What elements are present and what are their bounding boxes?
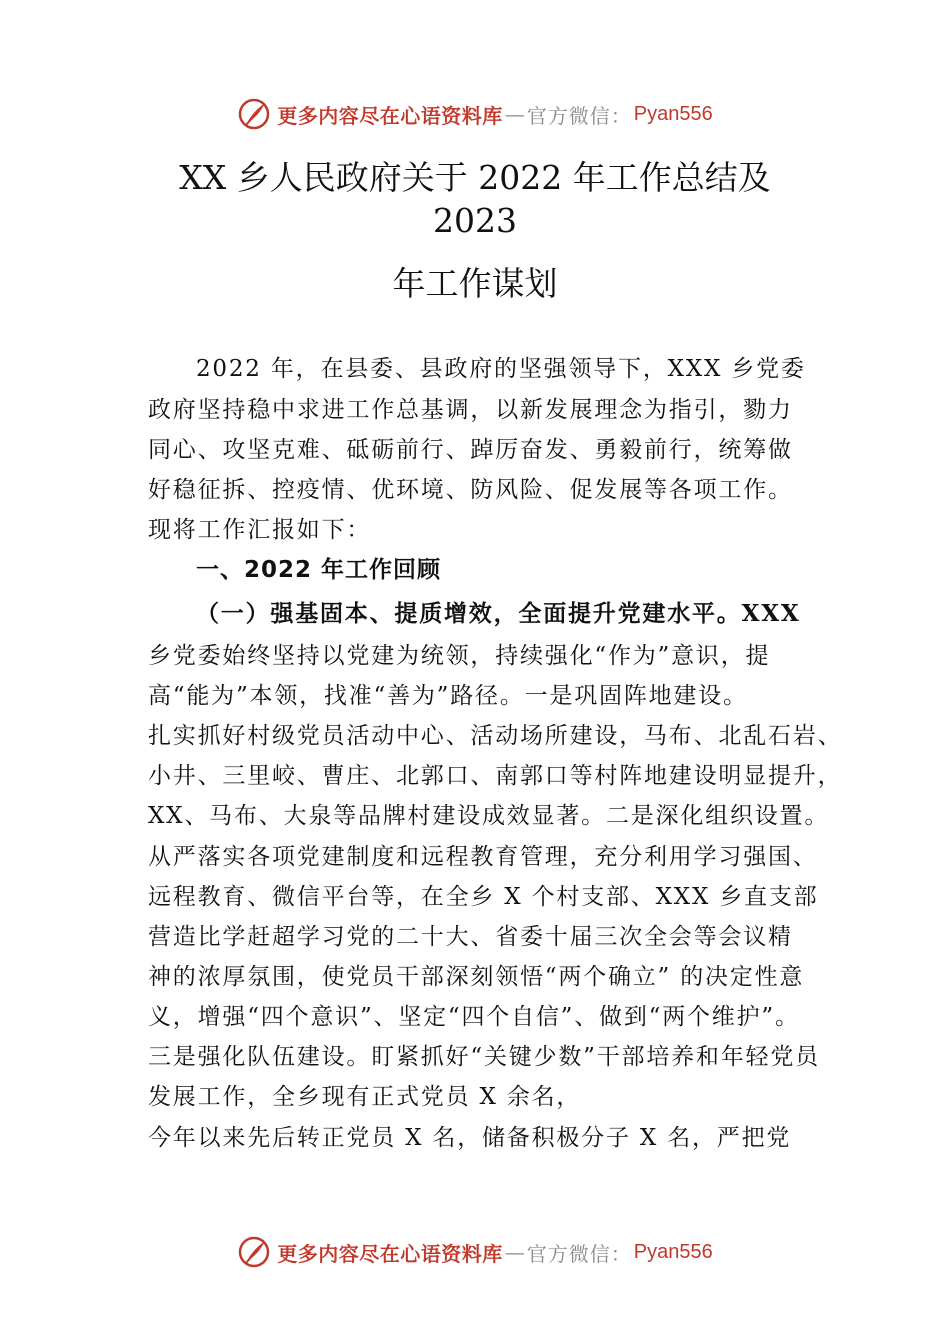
feather-seal-icon [237, 97, 271, 131]
body-line: 从严落实各项党建制度和远程教育管理，充分利用学习强国、 [148, 844, 818, 870]
body-line: 今年以来先后转正党员 X 名，储备积极分子 X 名，严把党 [148, 1125, 792, 1151]
body-line: 高“能为”本领，找准“善为”路径。一是巩固阵地建设。 [148, 683, 748, 709]
body-line: 扎实抓好村级党员活动中心、活动场所建设，马布、北乱石岩、 [148, 723, 843, 749]
body-line: 义，增强“四个意识”、坚定“四个自信”、做到“两个维护”。 [148, 1004, 800, 1030]
brand-text: 更多内容尽在心语资料库 [277, 103, 503, 128]
wechat-id: Pyan556 [633, 1240, 713, 1263]
body-line: 远程教育、微信平台等，在全乡 X 个村支部、XXX 乡直支部 [148, 884, 819, 910]
body-line: 政府坚持稳中求进工作总基调，以新发展理念为指引，勠力 [148, 397, 793, 423]
document-title-line-3: 年工作谋划 [392, 264, 558, 303]
body-line: 营造比学赶超学习党的二十大、省委十届三次全会等会议精 [148, 924, 793, 950]
feather-seal-icon [237, 1235, 271, 1269]
header-watermark-banner [0, 92, 950, 136]
body-line: XX、马布、大泉等品牌村建设成效显著。二是深化组织设置。 [148, 803, 830, 829]
banner-separator: — [504, 1240, 525, 1264]
wechat-id: Pyan556 [633, 102, 713, 125]
section-heading: 一、2022 年工作回顾 [196, 557, 442, 583]
body-line: 现将工作汇报如下： [148, 517, 372, 543]
banner-separator: — [504, 102, 525, 126]
footer-watermark-banner [0, 1230, 950, 1274]
subsection-heading: （一）强基固本、提质增效，全面提升党建水平。XXX [196, 600, 801, 627]
body-line: 好稳征拆、控疫情、优环境、防风险、促发展等各项工作。 [148, 477, 793, 503]
body-line: 发展工作，全乡现有正式党员 X 余名， [148, 1084, 582, 1110]
brand-text: 更多内容尽在心语资料库 [277, 1241, 503, 1266]
document-title-line-2: 2023 [433, 201, 517, 240]
body-line: 乡党委始终坚持以党建为统领，持续强化“作为”意识，提 [148, 643, 771, 669]
body-line: 2022 年，在县委、县政府的坚强领导下，XXX 乡党委 [196, 356, 806, 382]
wechat-label: 官方微信： [526, 1241, 632, 1266]
wechat-label: 官方微信： [526, 103, 632, 128]
body-line: 同心、攻坚克难、砥砺前行、踔厉奋发、勇毅前行，统筹做 [148, 437, 793, 463]
body-line: 三是强化队伍建设。盯紧抓好“关键少数”干部培养和年轻党员 [148, 1044, 820, 1070]
body-line: 小井、三里峧、曹庄、北郭口、南郭口等村阵地建设明显提升， [148, 763, 843, 789]
body-line: 神的浓厚氛围，使党员干部深刻领悟“两个确立” 的决定性意 [148, 964, 805, 990]
document-title-line-1: XX 乡人民政府关于 2022 年工作总结及 [179, 158, 771, 197]
